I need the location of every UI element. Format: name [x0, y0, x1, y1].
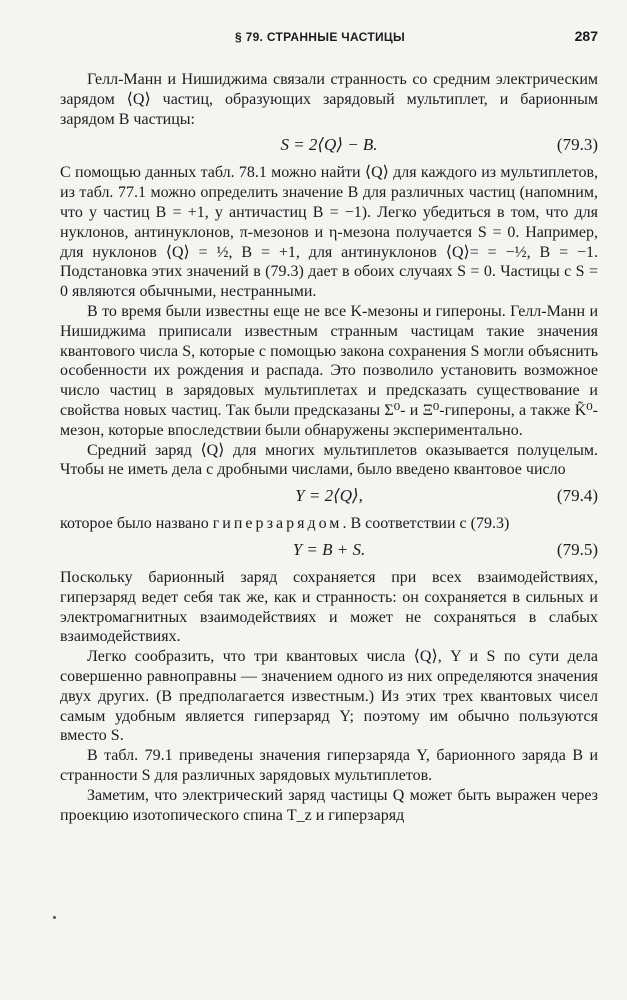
paragraph-3: В то время были известны еще не все K-мезоны и гипероны. Гелл-Манн и Нишиджима приписали известным странным частицам такие значения квантового числа S, которые с помощью закона сохранения S могли объяснить особенности их рождения и распада. Это позволило установить возможное число частиц в зарядовых мультиплетах и предсказать существование и свойства новых частиц. Так были предсказаны Σ⁰- и Ξ⁰-гипероны, а также K̃⁰-мезон, которые впоследствии были обнаружены экспериментально.	[60, 302, 598, 439]
equation-79-3	[60, 129, 598, 163]
paragraph-6: Поскольку барионный заряд сохраняется при всех взаимодействиях, гиперзаряд ведет себя так же, как и странность: он сохраняется в сильных и электромагнитных взаимодействиях и может не сохраняться в слабых взаимодействиях.	[60, 568, 598, 646]
term-hypercharge: гиперзарядом	[212, 515, 343, 533]
paragraph-5-tail: . В соответствии с (79.3)	[342, 515, 510, 533]
paragraph-9: Заметим, что электрический заряд частицы Q может быть выражен через проекцию изотопического спина T_z и гиперзаряд	[60, 786, 598, 824]
equation-expression: S = 2⟨Q⟩ − B.	[280, 135, 378, 155]
page	[60, 26, 598, 825]
scan-smudge	[53, 916, 56, 919]
equation-number: (79.5)	[556, 539, 598, 559]
page-header	[60, 26, 598, 48]
equation-number: (79.4)	[556, 486, 598, 506]
paragraph-5	[60, 514, 598, 534]
paragraph-4: Средний заряд ⟨Q⟩ для многих мультиплетов оказывается полуцелым. Чтобы не иметь дела с дробными числами, было введено квантовое число	[60, 441, 598, 479]
equation-79-4	[60, 480, 598, 514]
page-number: 287	[574, 28, 598, 44]
paragraph-1: Гелл-Манн и Нишиджима связали странность со средним электрическим зарядом ⟨Q⟩ частиц, образующих зарядовый мультиплет, и барионным зарядом B частицы:	[60, 71, 598, 128]
paragraph-5-lead: которое было названо	[60, 515, 213, 533]
paragraph-7: Легко сообразить, что три квантовых числа ⟨Q⟩, Y и S по сути дела совершенно равноправны — значением одного из них определяются значения двух других. (B предполагается известным.) Из этих трех квантовых чисел самым удобным является гиперзаряд Y; поэтому им обычно пользуются вместо S.	[60, 648, 598, 745]
equation-79-5	[60, 534, 598, 568]
equation-expression: Y = 2⟨Q⟩,	[295, 486, 363, 506]
paragraph-2: С помощью данных табл. 78.1 можно найти ⟨Q⟩ для каждого из мультиплетов, из табл. 77.1 можно определить значение B для различных частиц (напомним, что у частиц B = +1, у античастиц B = −1). Легко убедиться в том, что для нуклонов, антинуклонов, π-мезонов и η-мезона получается S = 0. Например, для нуклонов ⟨Q⟩ = ½, B = +1, для антинуклонов ⟨Q⟩= = −½, B = −1. Подстановка этих значений в (79.3) дает в обоих случаях S = 0. Частицы с S = 0 являются обычными, нестранными.	[60, 164, 598, 301]
equation-expression: Y = B + S.	[292, 539, 366, 559]
equation-number: (79.3)	[556, 135, 598, 155]
running-head: § 79. СТРАННЫЕ ЧАСТИЦЫ	[235, 30, 405, 44]
paragraph-8: В табл. 79.1 приведены значения гиперзаряда Y, барионного заряда B и странности S для различных зарядовых мультиплетов.	[60, 747, 598, 784]
